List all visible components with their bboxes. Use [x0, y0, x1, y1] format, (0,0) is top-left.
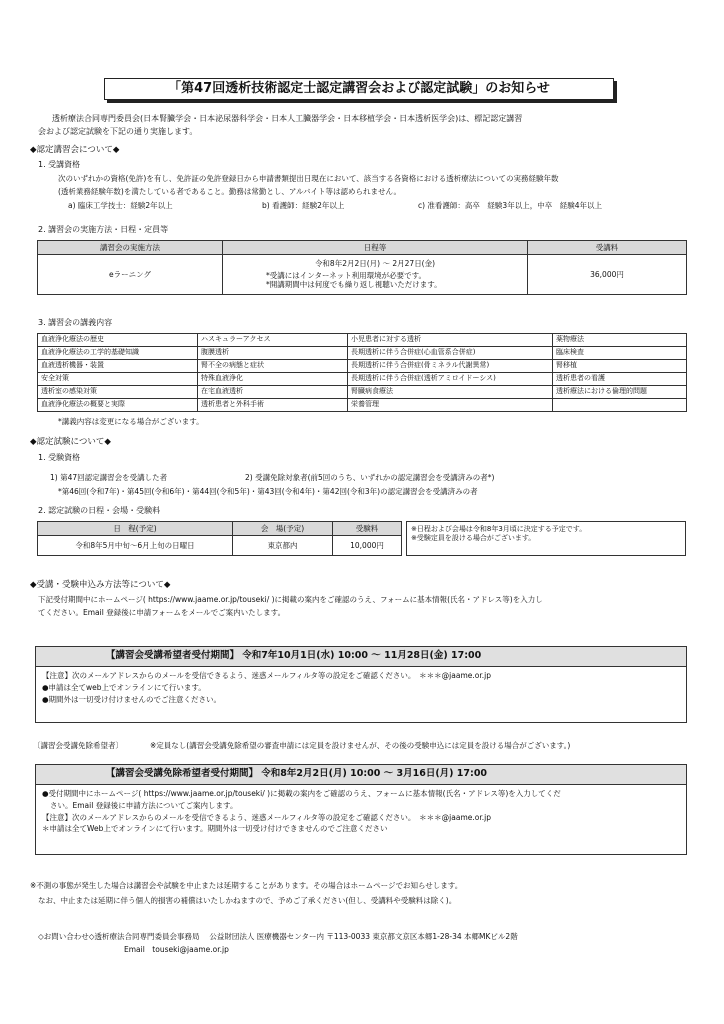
table-cell: 安全対策	[38, 373, 198, 386]
course-qual-heading: 1. 受講資格	[38, 160, 81, 169]
period2-note-3: ＊申請は全てWeb上でオンラインにて行います。期間外は一切受け付けできませんのでご注意ください	[42, 824, 388, 834]
table-cell: 腎臓病食療法	[348, 386, 553, 399]
intro-line-1: 透析療法合同専門委員会(日本腎臓学会・日本泌尿器科学会・日本人工臓器学会・日本移植学会・日本透析医学会)は、標記認定講習	[52, 114, 523, 123]
exam-date: 令和8年5月中旬～6月上旬の日曜日	[38, 536, 233, 556]
period2-note-1b: さい。Email 登録後に申請方法についてご案内します。	[50, 800, 238, 810]
period2-note-1: ●受付期間中にホームページ( https://www.jaame.or.jp/touseki/ )に掲載の案内をご確認のうえ、フォームに基本情報(氏名・アドレス等)を入力してくだ	[42, 789, 561, 798]
period1-note-1: 【注意】次のメールアドレスからのメールを受信できるよう、迷惑メールフィルタ等の設定をご確認ください。 ＊＊＊@jaame.or.jp	[42, 671, 491, 680]
exam-qual-heading: 1. 受験資格	[38, 453, 81, 462]
table-header: 受験料	[333, 522, 402, 536]
course-qual-line-2: (透析業務経験年数)を満たしている者であること。勤務は常勤とし、アルバイト等は認められません。	[58, 187, 401, 196]
exam-note-box	[406, 521, 686, 556]
exam-note-2: ※受験定員を設ける場合がございます。	[411, 534, 536, 543]
course-schedule-table	[37, 240, 687, 295]
intro-line-2: 会および認定試験を下記の通り実施します。	[38, 127, 198, 136]
application-line-2: てください。Email 登録後に申請フォームをメールでご案内いたします。	[38, 608, 286, 617]
exam-fee: 10,000円	[333, 536, 402, 556]
table-cell: 長期透析に伴う合併症(心血管系合併症)	[348, 347, 553, 360]
course-date-note-2: *開講期間中は何度でも繰り返し視聴いただけます。	[266, 280, 442, 290]
exam-schedule-heading: 2. 認定試験の日程・会場・受験料	[38, 506, 161, 515]
course-qual-c: c) 准看護師：高卒 経験3年以上，中卒 経験4年以上	[418, 201, 602, 210]
exam-schedule-table	[37, 521, 402, 556]
table-header: 受講料	[528, 241, 687, 255]
table-row	[38, 536, 402, 556]
course-dates	[223, 255, 528, 295]
table-cell: 腎不全の病態と症状	[198, 360, 348, 373]
course-qual-line-1: 次のいずれかの資格(免許)を有し、免許証の免許登録日から申請書類提出日現在において、該当する各資格における透析療法についての実務経験年数	[58, 174, 559, 183]
course-content-table	[37, 333, 687, 412]
course-schedule-heading: 2. 講習会の実施方法・日程・定員等	[38, 225, 169, 234]
period2-box	[35, 785, 687, 855]
table-header: 日程等	[223, 241, 528, 255]
exam-venue: 東京都内	[233, 536, 333, 556]
course-qual-a: a) 臨床工学技士：経験2年以上	[68, 201, 173, 210]
exemption-text: ※定員なし(講習会受講免除希望の審査申請には定員を設けませんが、その後の受験申込には定員を設ける場合がございます。)	[150, 741, 571, 750]
table-cell: ハスキュラーアクセス	[198, 334, 348, 347]
table-header: 会 場(予定)	[233, 522, 333, 536]
course-content-heading: 3. 講習会の講義内容	[38, 318, 113, 327]
exam-qual-1: 1) 第47回認定講習会を受講した者	[50, 473, 168, 482]
course-fee: 36,000円	[528, 255, 687, 295]
footer-line-2: なお、中止または延期に伴う個人的損害の補償はいたしかねますので、予めご了承ください(但し、受講料や受験料は除く)。	[38, 896, 457, 905]
table-cell: 透析患者と外科手術	[198, 399, 348, 412]
table-cell: 血液浄化療法の概要と実際	[38, 399, 198, 412]
course-date-note-1: *受講にはインターネット利用環境が必要です。	[266, 270, 426, 280]
table-cell: 小児患者に対する透析	[348, 334, 553, 347]
table-cell: 血液浄化療法の工学的基礎知識	[38, 347, 198, 360]
exam-qual-2: 2) 受講免除対象者(前5回のうち、いずれかの認定講習会を受講済みの者*)	[245, 473, 495, 482]
footer-contact: ◇お問い合わせ◇透析療法合同専門委員会事務局 公益財団法人 医療機器センター内 〒113-0033 東京都文京区本郷1-28-34 本郷MKビル2階	[38, 932, 518, 941]
exam-qual-note: *第46回(令和7年)・第45回(令和6年)・第44回(令和5年)・第43回(令和4年)・第42回(令和3年)の認定講習会を受講済みの者	[58, 487, 478, 496]
table-header: 日 程(予定)	[38, 522, 233, 536]
table-row	[38, 386, 687, 399]
table-cell: 透析療法における倫理的問題	[553, 386, 687, 399]
application-heading: ◆受講・受験申込み方法等について◆	[30, 580, 171, 590]
table-cell: 長期透析に伴う合併症(骨ミネラル代謝異常)	[348, 360, 553, 373]
period1-note-2: ●申請は全てweb上でオンラインにて行います。	[42, 682, 206, 692]
application-line-1: 下記受付期間中にホームページ( https://www.jaame.or.jp/touseki/ )に掲載の案内をご確認のうえ、フォームに基本情報(氏名・アドレス等)を入力し	[38, 595, 543, 604]
table-cell: 腎移植	[553, 360, 687, 373]
table-header-row	[38, 522, 402, 536]
table-row	[38, 360, 687, 373]
table-header-row	[38, 241, 687, 255]
table-cell: 長期透析に伴う合併症(透析アミロイドーシス)	[348, 373, 553, 386]
course-content-note: *講義内容は変更になる場合がございます。	[58, 417, 204, 426]
table-cell: 血液透析機器・装置	[38, 360, 198, 373]
course-qual-b: b) 看護師：経験2年以上	[262, 201, 345, 210]
table-cell	[553, 399, 687, 412]
table-cell: 栄養管理	[348, 399, 553, 412]
table-header: 講習会の実施方法	[38, 241, 223, 255]
table-cell: 在宅血液透析	[198, 386, 348, 399]
table-cell: 臨床検査	[553, 347, 687, 360]
table-row	[38, 347, 687, 360]
period2-title: 【講習会受講免除希望者受付期間】 令和8年2月2日(月) 10:00 ～ 3月16日(月) 17:00	[35, 764, 687, 785]
period1-note-3: ●期間外は一切受け付けませんのでご注意ください。	[42, 694, 222, 704]
table-cell: 特殊血液浄化	[198, 373, 348, 386]
table-cell: 血液浄化療法の歴史	[38, 334, 198, 347]
table-cell: 薬物療法	[553, 334, 687, 347]
exemption-label: 〔講習会受講免除希望者〕	[33, 741, 123, 750]
table-row	[38, 334, 687, 347]
table-cell: 透析患者の看護	[553, 373, 687, 386]
page-title: 「第47回透析技術認定士認定講習会および認定試験」のお知らせ	[104, 78, 614, 100]
course-method: eラーニング	[38, 255, 223, 295]
period2-note-2: 【注意】次のメールアドレスからのメールを受信できるよう、迷惑メールフィルタ等の設定をご確認ください。 ＊＊＊@jaame.or.jp	[42, 812, 491, 822]
table-row	[38, 373, 687, 386]
period1-box	[35, 667, 687, 723]
period1-title: 【講習会受講希望者受付期間】 令和7年10月1日(水) 10:00 ～ 11月28日(金) 17:00	[35, 646, 687, 667]
course-date-range: 令和8年2月2日(月) ～ 2月27日(金)	[314, 258, 436, 268]
table-cell: 透析室の感染対策	[38, 386, 198, 399]
table-row	[38, 255, 687, 295]
course-heading: ◆認定講習会について◆	[30, 145, 120, 155]
exam-heading: ◆認定試験について◆	[30, 437, 111, 447]
footer-line-1: ※不測の事態が発生した場合は講習会や試験を中止または延期することがあります。その場合はホームページでお知らせします。	[30, 881, 463, 890]
table-cell: 腹膜透析	[198, 347, 348, 360]
exam-note-1: ※日程および会場は令和8年3月頃に決定する予定です。	[411, 525, 587, 533]
table-row	[38, 399, 687, 412]
footer-email: Email touseki@jaame.or.jp	[124, 945, 229, 954]
